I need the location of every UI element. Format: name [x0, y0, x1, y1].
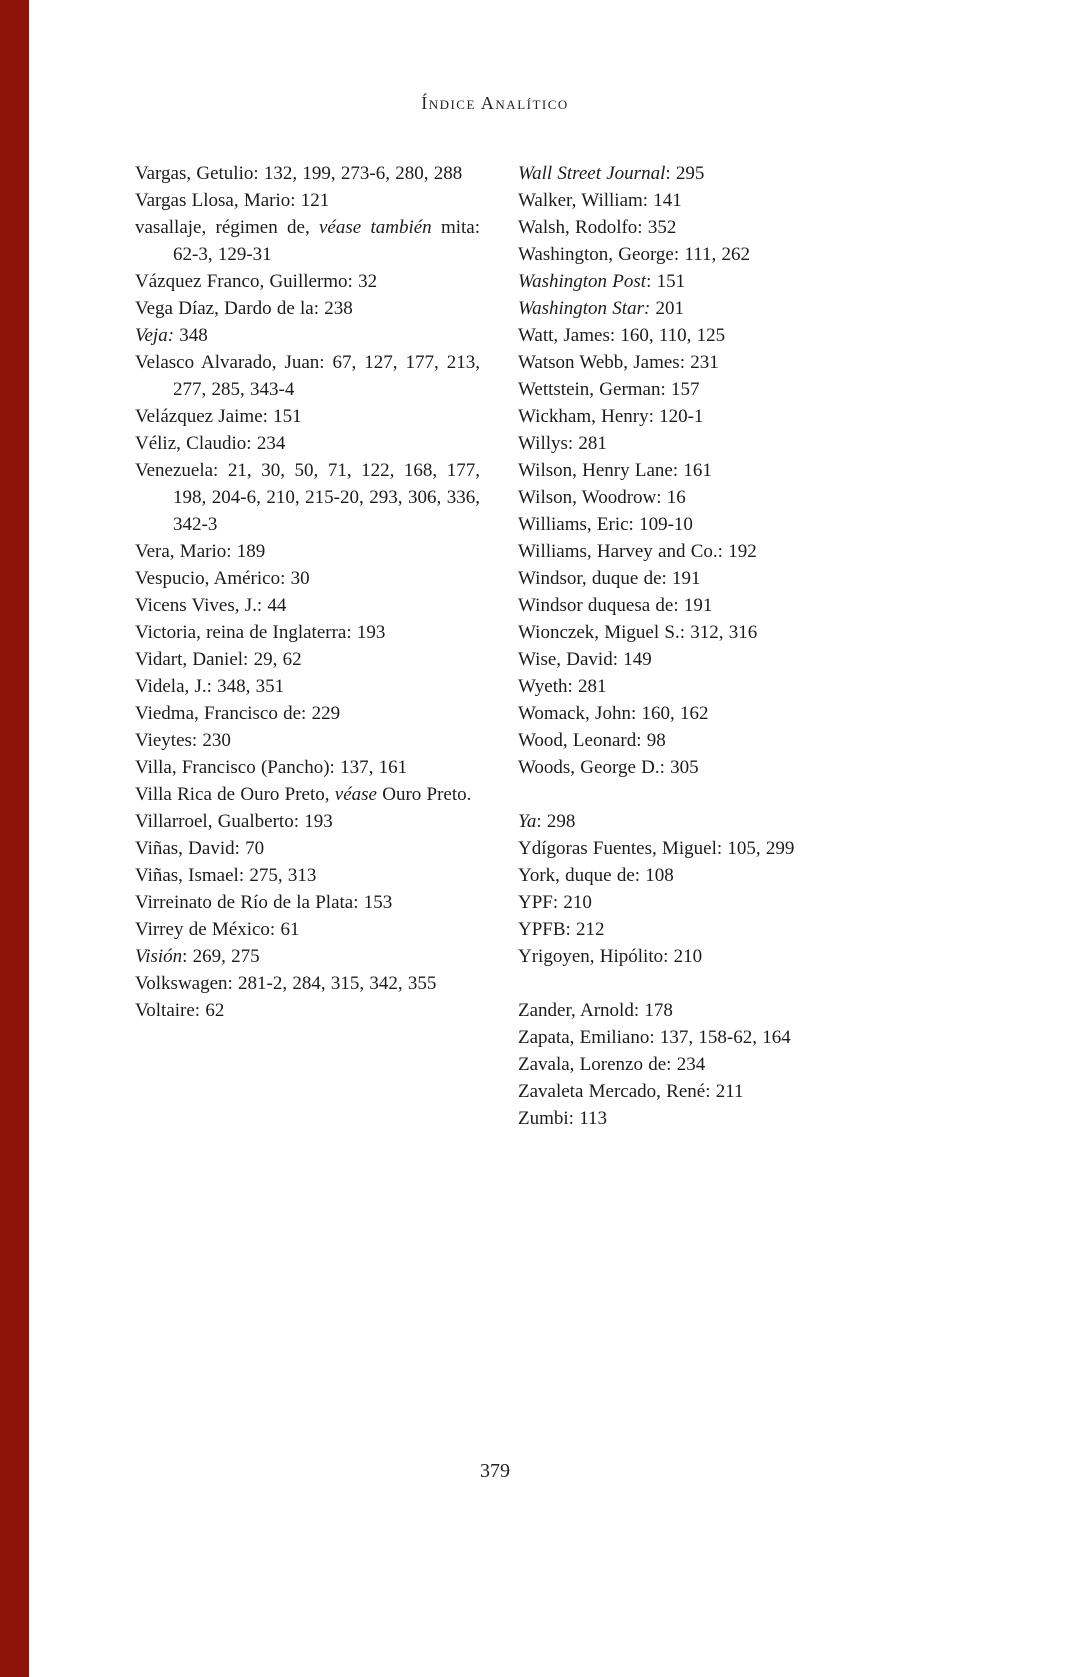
- index-entry: Villarroel, Gualberto: 193: [135, 811, 333, 832]
- index-entry: Virrey de México: 61: [135, 919, 300, 940]
- index-entry: Woods, George D.: 305: [518, 757, 699, 778]
- index-entry: Visión: 269, 275: [135, 946, 260, 967]
- index-entry: Vespucio, Américo: 30: [135, 568, 310, 589]
- index-entry: Yrigoyen, Hipólito: 210: [518, 946, 703, 967]
- index-entry: Watson Webb, James: 231: [518, 352, 719, 373]
- index-entry: Villa Rica de Ouro Preto, véase Ouro Preto.: [135, 784, 472, 805]
- index-entry: Vieytes: 230: [135, 730, 231, 751]
- index-entry: Velasco Alvarado, Juan: 67, 127, 177, 213, 277, 285, 343-4: [135, 352, 480, 400]
- index-entry: Vargas Llosa, Mario: 121: [135, 190, 330, 211]
- index-entry: Videla, J.: 348, 351: [135, 676, 285, 697]
- index-entry: Viñas, Ismael: 275, 313: [135, 865, 317, 886]
- index-entry: Victoria, reina de Inglaterra: 193: [135, 622, 386, 643]
- index-entry: Womack, John: 160, 162: [518, 703, 709, 724]
- index-entry: Véliz, Claudio: 234: [135, 433, 286, 454]
- index-entry: Watt, James: 160, 110, 125: [518, 325, 726, 346]
- page-title: Índice Analítico: [421, 93, 569, 113]
- index-entry: Veja: 348: [135, 325, 208, 346]
- page-edge-strip: [0, 0, 29, 1677]
- index-entry: Vidart, Daniel: 29, 62: [135, 649, 302, 670]
- index-entry: YPFB: 212: [518, 919, 605, 940]
- index-entry: vasallaje, régimen de, véase también mita: 62-3, 129-31: [135, 217, 480, 265]
- index-entry: Vega Díaz, Dardo de la: 238: [135, 298, 353, 319]
- index-entry: Zavaleta Mercado, René: 211: [518, 1081, 744, 1102]
- index-entry: Wickham, Henry: 120-1: [518, 406, 704, 427]
- index-entry-italic: Ya: [518, 811, 537, 832]
- index-entry: Williams, Harvey and Co.: 192: [518, 541, 757, 562]
- index-entry: Venezuela: 21, 30, 50, 71, 122, 168, 177, 198, 204-6, 210, 215-20, 293, 306, 336, 342-3: [135, 460, 480, 535]
- index-entry: Ydígoras Fuentes, Miguel: 105, 299: [518, 838, 795, 859]
- index-entry-italic: véase: [334, 784, 377, 805]
- index-entry: Zander, Arnold: 178: [518, 1000, 673, 1021]
- index-entry: Villa, Francisco (Pancho): 137, 161: [135, 757, 408, 778]
- index-entry: Viedma, Francisco de: 229: [135, 703, 341, 724]
- index-column-right: [518, 160, 855, 1132]
- index-entry: Willys: 281: [518, 433, 607, 454]
- index-entry: Walsh, Rodolfo: 352: [518, 217, 677, 238]
- index-entry-italic: véase también: [318, 217, 432, 238]
- index-entry: Zapata, Emiliano: 137, 158-62, 164: [518, 1027, 791, 1048]
- index-entry: Wionczek, Miguel S.: 312, 316: [518, 622, 758, 643]
- index-entry: Windsor duquesa de: 191: [518, 595, 713, 616]
- page-number: 379: [480, 1460, 510, 1482]
- index-entry: Wyeth: 281: [518, 676, 607, 697]
- index-entry: York, duque de: 108: [518, 865, 674, 886]
- index-entry: Wilson, Henry Lane: 161: [518, 460, 712, 481]
- index-entry-italic: Washington Star:: [518, 298, 651, 319]
- index-entry-italic: Washington Post: [518, 271, 647, 292]
- index-entry: Virreinato de Río de la Plata: 153: [135, 892, 393, 913]
- index-entry: Wettstein, German: 157: [518, 379, 700, 400]
- index-entry: Wall Street Journal: 295: [518, 163, 705, 184]
- page-content: [135, 0, 855, 1677]
- index-entry: Vargas, Getulio: 132, 199, 273-6, 280, 288: [135, 163, 463, 184]
- index-entry: Wise, David: 149: [518, 649, 652, 670]
- index-entry: Williams, Eric: 109-10: [518, 514, 693, 535]
- index-entry: Windsor, duque de: 191: [518, 568, 701, 589]
- index-entry: Wilson, Woodrow: 16: [518, 487, 686, 508]
- index-entry-italic: Wall Street Journal: [518, 163, 666, 184]
- index-entry: Viñas, David: 70: [135, 838, 265, 859]
- index-entry: Washington Star: 201: [518, 298, 685, 319]
- index-columns: [135, 160, 855, 1132]
- index-entry: Washington Post: 151: [518, 271, 686, 292]
- index-entry-italic: Visión: [135, 946, 183, 967]
- index-entry: Wood, Leonard: 98: [518, 730, 666, 751]
- index-entry: Vicens Vives, J.: 44: [135, 595, 287, 616]
- index-entry: YPF: 210: [518, 892, 592, 913]
- index-entry: Volkswagen: 281-2, 284, 315, 342, 355: [135, 973, 437, 994]
- index-entry-italic: Veja:: [135, 325, 175, 346]
- index-column-left: [135, 160, 480, 1024]
- index-entry: Zumbi: 113: [518, 1108, 607, 1129]
- index-entry: Vázquez Franco, Guillermo: 32: [135, 271, 378, 292]
- index-entry: Ya: 298: [518, 811, 576, 832]
- index-entry: Washington, George: 111, 262: [518, 244, 750, 265]
- index-entry: Zavala, Lorenzo de: 234: [518, 1054, 706, 1075]
- index-entry: Walker, William: 141: [518, 190, 682, 211]
- index-entry: Voltaire: 62: [135, 1000, 225, 1021]
- index-entry: Vera, Mario: 189: [135, 541, 266, 562]
- index-entry: Velázquez Jaime: 151: [135, 406, 302, 427]
